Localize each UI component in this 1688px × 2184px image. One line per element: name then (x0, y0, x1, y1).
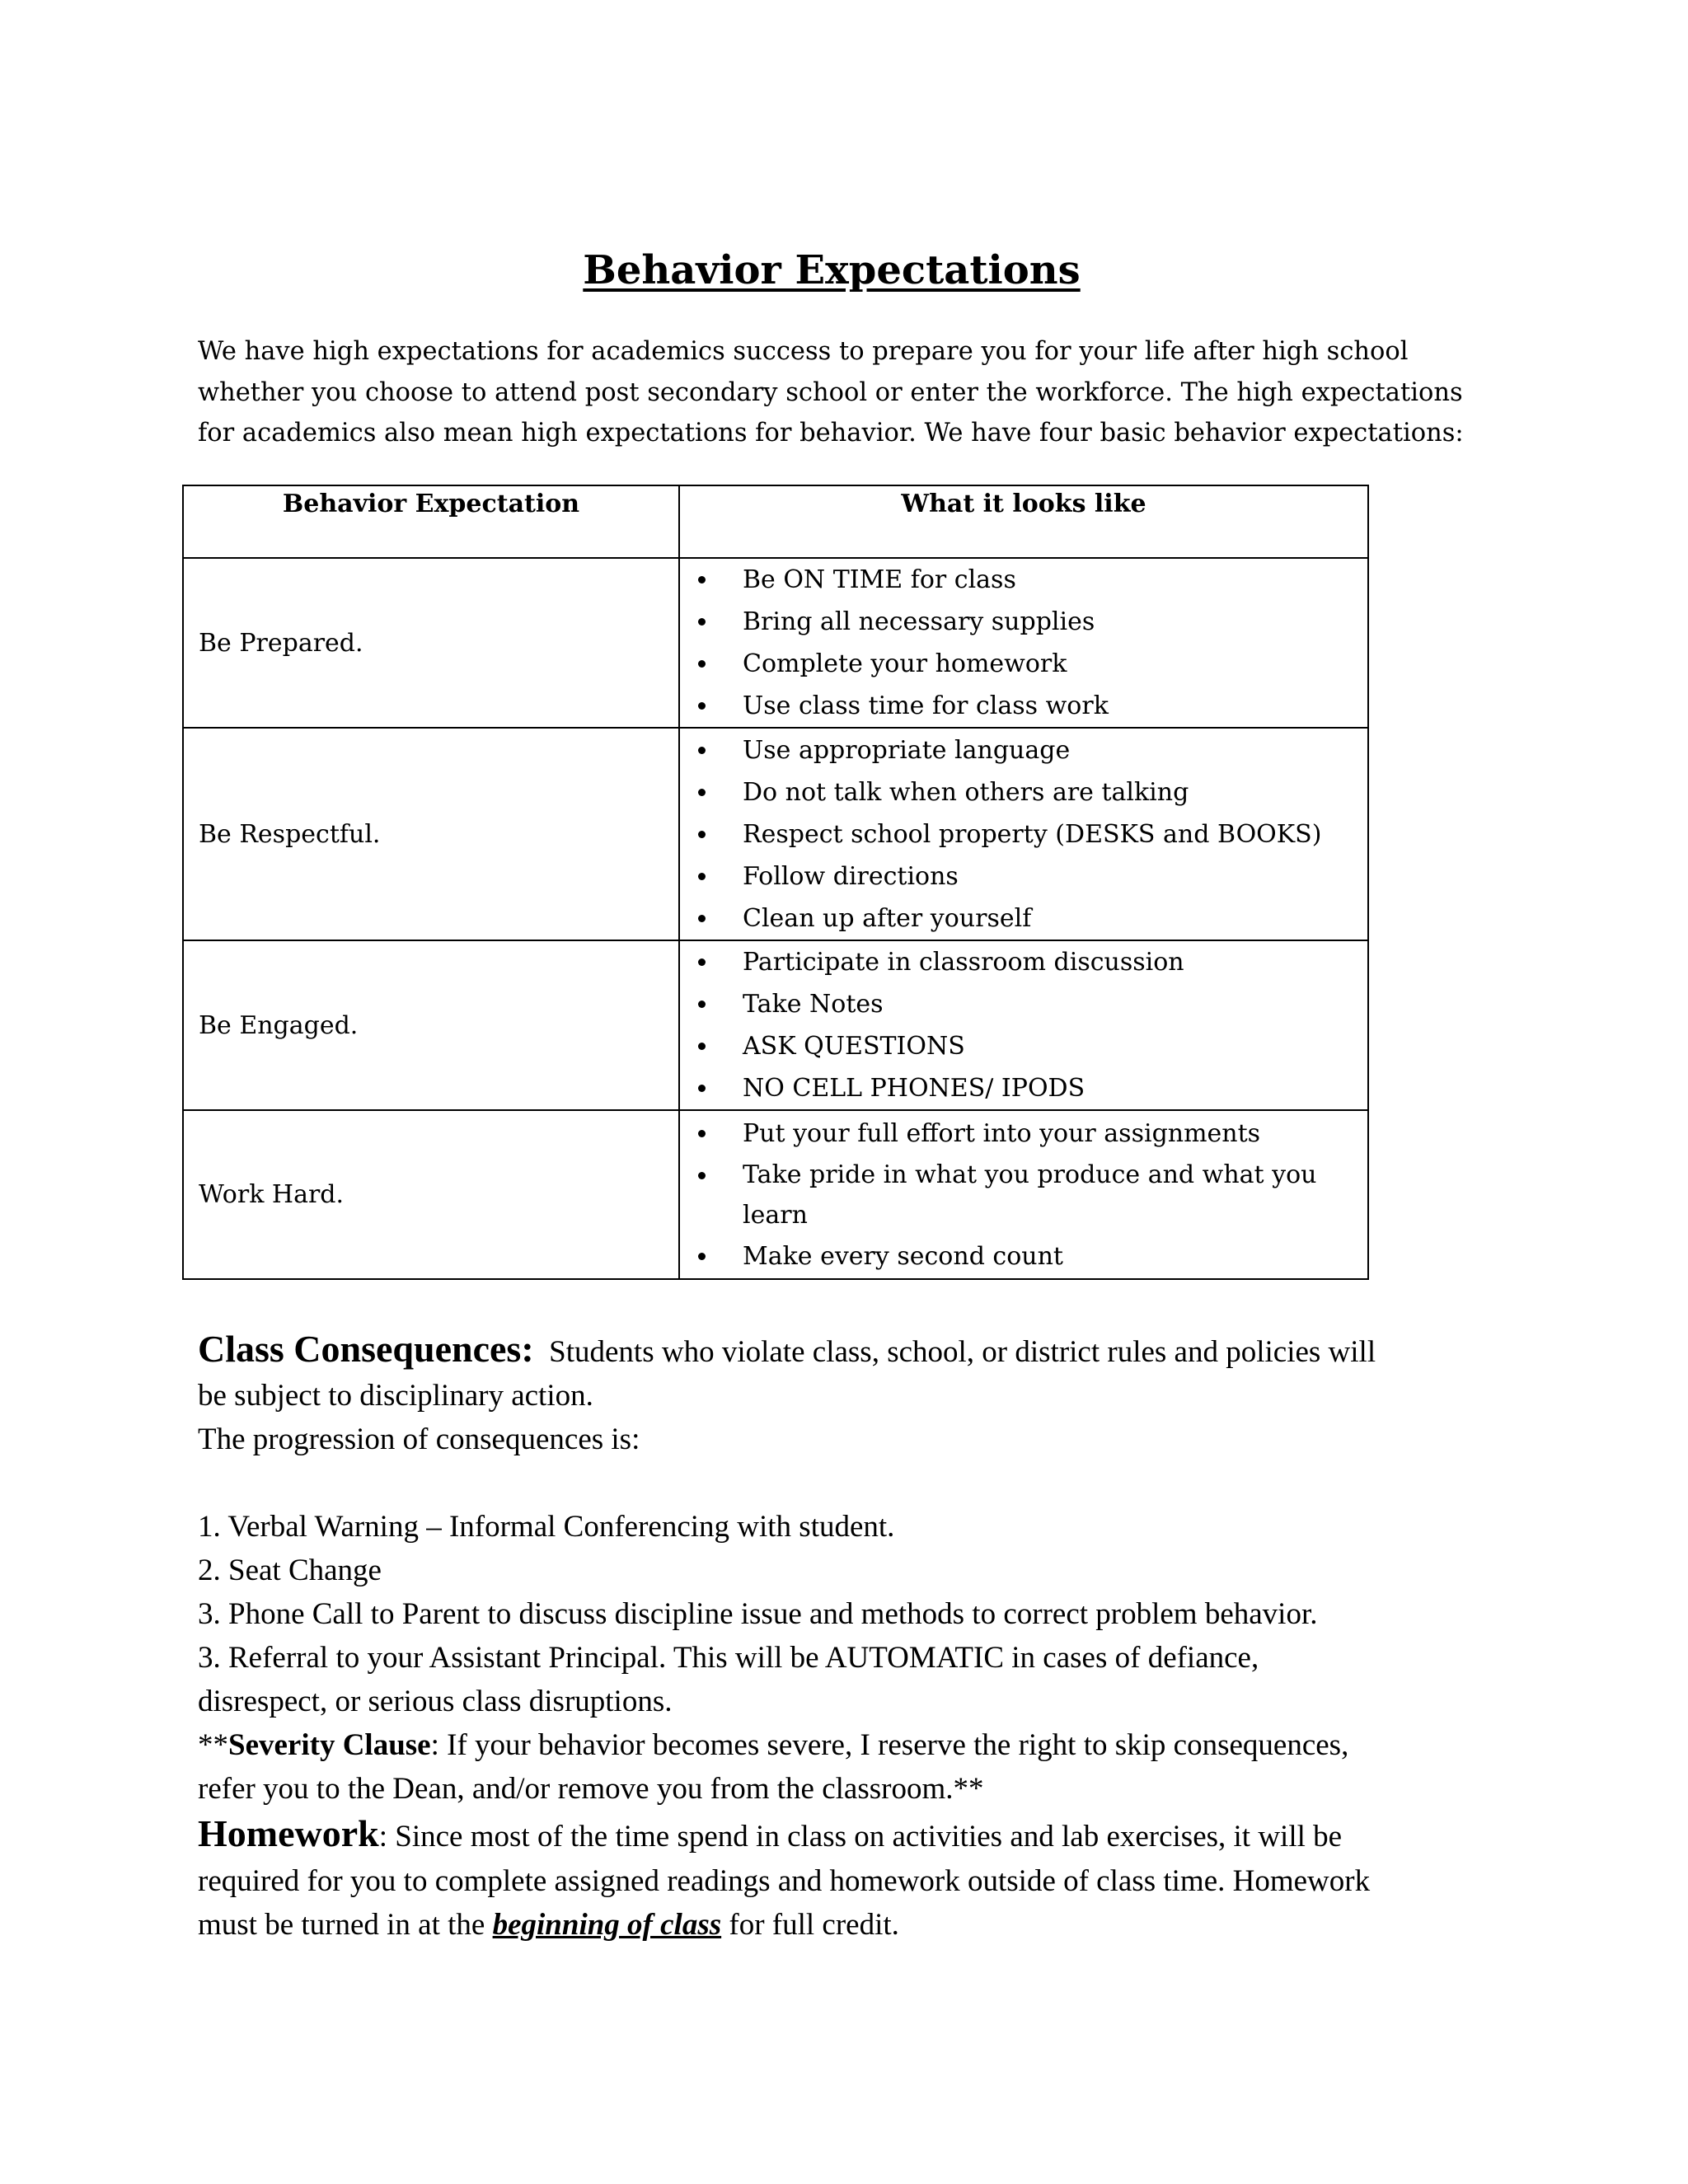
expectation-cell: Be Prepared. (183, 558, 679, 728)
severity-clause-continued: refer you to the Dean, and/or remove you from the classroom.** (198, 1772, 984, 1806)
bullet-list (680, 941, 1367, 1109)
list-item: Participate in classroom discussion (680, 941, 1367, 983)
list-item: Use appropriate language (680, 729, 1367, 771)
consequence-step: 1. Verbal Warning – Informal Conferencing with student. (198, 1510, 895, 1544)
list-item: Respect school property (DESKS and BOOKS) (680, 813, 1367, 855)
homework-paragraph (198, 1811, 1599, 1859)
table-row (183, 940, 1368, 1110)
behavior-table (182, 485, 1369, 1280)
consequence-step: 2. Seat Change (198, 1554, 382, 1587)
column-header-looks-like: What it looks like (679, 485, 1368, 558)
table-row (183, 1110, 1368, 1279)
bullet-list (680, 729, 1367, 940)
intro-line: We have high expectations for academics success to prepare you for your life after high school (198, 337, 1409, 366)
homework-text-final (198, 1903, 1599, 1947)
consequences-section (198, 1327, 1599, 1947)
consequence-step-continued: disrespect, or serious class disruptions. (198, 1685, 673, 1718)
consequences-intro (198, 1327, 1599, 1374)
consequences-heading: Class Consequences: (198, 1328, 534, 1370)
consequence-step: 3. Referral to your Assistant Principal. This will be AUTOMATIC in cases of defiance, (198, 1641, 1259, 1675)
spacer (198, 1461, 1599, 1505)
consequences-text: be subject to disciplinary action. (198, 1379, 593, 1413)
looks-like-cell (679, 728, 1368, 940)
page-title: Behavior Expectations (583, 247, 1081, 293)
consequence-step: 3. Phone Call to Parent to discuss discipline issue and methods to correct problem behavior. (198, 1597, 1318, 1631)
list-item: Follow directions (680, 855, 1367, 898)
list-item: Complete your homework (680, 643, 1367, 685)
homework-text: for full credit. (721, 1908, 899, 1942)
list-item: Make every second count (680, 1235, 1367, 1277)
homework-text: required for you to complete assigned readings and homework outside of class time. Homework (198, 1864, 1371, 1898)
looks-like-cell (679, 940, 1368, 1110)
severity-prefix: ** (198, 1728, 228, 1762)
list-item: Bring all necessary supplies (680, 601, 1367, 643)
consequences-text: Students who violate class, school, or district rules and policies will (549, 1335, 1376, 1369)
bullet-list (680, 1113, 1367, 1277)
expectation-cell: Work Hard. (183, 1110, 679, 1279)
list-item: NO CELL PHONES/ IPODS (680, 1067, 1367, 1109)
intro-line: for academics also mean high expectations for behavior. We have four basic behavior expectations: (198, 419, 1464, 448)
intro-line: whether you choose to attend post secondary school or enter the workforce. The high expectations (198, 377, 1463, 407)
list-item: Be ON TIME for class (680, 559, 1367, 601)
expectation-cell: Be Engaged. (183, 940, 679, 1110)
emphasis-text: beginning of class (492, 1908, 722, 1942)
looks-like-cell (679, 1110, 1368, 1279)
severity-clause (198, 1723, 1599, 1767)
homework-text: : Since most of the time spend in class on activities and lab exercises, it will be (378, 1820, 1343, 1854)
column-header-expectation: Behavior Expectation (183, 485, 679, 558)
homework-text: must be turned in at the (198, 1908, 493, 1942)
list-item: Put your full effort into your assignments (680, 1113, 1367, 1155)
table-row (183, 728, 1368, 940)
bullet-list (680, 559, 1367, 727)
table-header-row (183, 485, 1368, 558)
list-item: Do not talk when others are talking (680, 771, 1367, 813)
list-item: Take Notes (680, 983, 1367, 1025)
list-item: ASK QUESTIONS (680, 1025, 1367, 1067)
expectation-cell: Be Respectful. (183, 728, 679, 940)
list-item: Clean up after yourself (680, 898, 1367, 940)
severity-label: Severity Clause (228, 1728, 431, 1762)
homework-heading: Homework (198, 1812, 379, 1854)
table-row (183, 558, 1368, 728)
list-item: Use class time for class work (680, 685, 1367, 727)
severity-text: : If your behavior becomes severe, I reserve the right to skip consequences, (430, 1728, 1349, 1762)
consequences-text: The progression of consequences is: (198, 1422, 640, 1456)
looks-like-cell (679, 558, 1368, 728)
intro-paragraph (198, 331, 1566, 454)
list-item: Take pride in what you produce and what you learn (680, 1155, 1367, 1235)
